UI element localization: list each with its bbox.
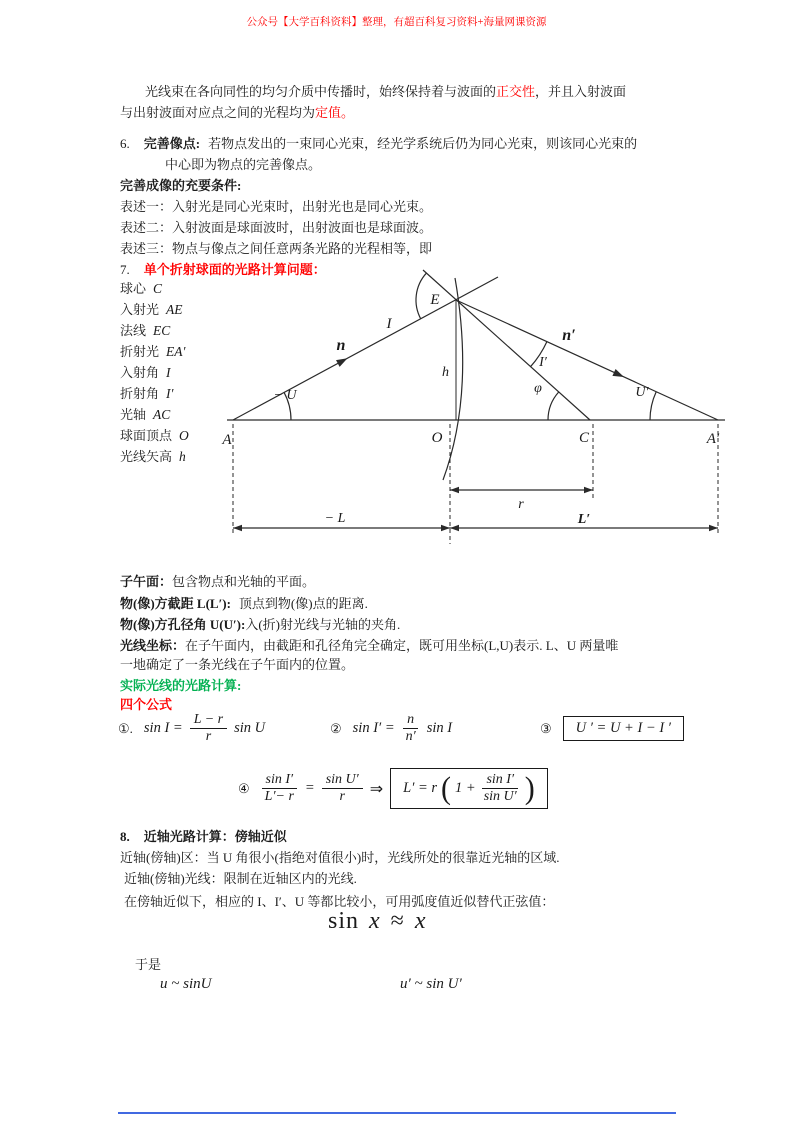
formula-3 bbox=[540, 716, 684, 741]
incident-ray-arrowhead bbox=[336, 355, 349, 367]
fraction-denominator: r bbox=[205, 729, 212, 745]
legend-item-refraction-angle bbox=[120, 386, 173, 403]
refracted-ray bbox=[456, 300, 718, 420]
x-variable: x bbox=[369, 908, 381, 934]
item-6-number: 6. bbox=[120, 136, 130, 151]
item-6-body-2: 中心即为物点的完善像点。 bbox=[165, 157, 322, 172]
formula-2 bbox=[330, 712, 452, 745]
formula-1-rhs: sin U bbox=[234, 720, 266, 737]
x-variable-2: x bbox=[414, 908, 427, 934]
sin-approximation-formula bbox=[328, 908, 437, 935]
formula-2-number: ② bbox=[330, 720, 342, 736]
formula-3-number: ③ bbox=[540, 720, 552, 736]
legend-item-refracted-ray bbox=[120, 344, 185, 361]
dim-r-arrow-right bbox=[584, 487, 593, 493]
label-E: E bbox=[430, 292, 440, 308]
label-U-prime: U′ bbox=[635, 385, 649, 400]
legend-term: 法线 bbox=[120, 323, 147, 338]
label-A-prime: A′ bbox=[706, 431, 720, 447]
fraction-numerator: sin U′ bbox=[322, 772, 363, 789]
normal-line bbox=[423, 270, 590, 420]
legend-symbol: O bbox=[179, 428, 189, 443]
label-minus-L: − L bbox=[324, 511, 346, 526]
label-n: n bbox=[336, 337, 346, 354]
def-text: 顶点到物(像)点的距离. bbox=[238, 596, 368, 611]
item-7-number: 7. bbox=[120, 262, 130, 277]
label-A: A bbox=[222, 432, 232, 448]
def-text: 在子午面内，由截距和孔径角完全确定，既可用坐标(L,U)表示. L、U 两量唯 bbox=[185, 638, 619, 653]
legend-symbol: h bbox=[179, 449, 186, 464]
fraction-numerator: sin I′ bbox=[262, 772, 298, 789]
formula-3-body: U ′ = U + I − I ′ bbox=[575, 720, 671, 736]
item-7-title: 单个折射球面的光路计算问题： bbox=[143, 262, 326, 277]
legend-term: 折射光 bbox=[120, 344, 160, 359]
formula-3-box bbox=[563, 716, 684, 741]
fraction-denominator: sin U′ bbox=[483, 789, 517, 805]
fraction-denominator: n′ bbox=[405, 729, 416, 745]
formula-1-fraction bbox=[190, 712, 227, 745]
paraxial-ray-def: 近轴(傍轴)光线：限制在近轴区内的光线. bbox=[124, 871, 357, 886]
condition-statement-3: 表述三：物点与像点之间任意两条光路的光程相等，即 bbox=[120, 241, 433, 256]
label-n-prime: n′ bbox=[562, 327, 576, 344]
condition-statement-2: 表述二：入射波面是球面波时，出射波面也是球面波。 bbox=[120, 220, 433, 235]
refracted-ray-arrowhead bbox=[612, 369, 625, 380]
def-text: 包含物点和光轴的平面。 bbox=[172, 574, 316, 589]
intro-text-2: 与出射波面对应点之间的光程均为 bbox=[120, 105, 316, 120]
def-term: 光线坐标： bbox=[120, 638, 186, 653]
approx-symbol: ≈ bbox=[390, 908, 405, 934]
angle-Uprime-arc bbox=[650, 392, 656, 420]
legend-item-normal bbox=[120, 323, 170, 340]
legend-term: 球面顶点 bbox=[120, 428, 173, 443]
def-intercept bbox=[120, 596, 368, 612]
legend-term: 入射角 bbox=[120, 365, 160, 380]
condition-statement-1: 表述一：入射光是同心光束时，出射光也是同心光束。 bbox=[120, 199, 433, 214]
item-6-title: 完善像点: bbox=[143, 136, 201, 151]
fraction-numerator: sin I′ bbox=[482, 772, 518, 789]
label-O: O bbox=[431, 430, 443, 446]
u-sim-formula: u ~ sinU bbox=[160, 976, 212, 992]
intro-highlight-orthogonality: 正交性 bbox=[496, 84, 536, 99]
label-L-prime: L′ bbox=[577, 512, 591, 527]
legend-symbol: AC bbox=[153, 407, 171, 422]
formula-2-lhs: sin I′ = bbox=[352, 720, 395, 737]
paraxial-approx-note: 在傍轴近似下，相应的 I、I′、U 等都比较小，可用弧度值近似替代正弦值： bbox=[124, 894, 555, 909]
fraction-denominator: L′− r bbox=[264, 789, 294, 805]
legend-symbol: C bbox=[153, 281, 163, 296]
def-aperture-angle bbox=[120, 617, 400, 633]
dim-minusL-arrow-left bbox=[233, 525, 242, 531]
legend-term: 光轴 bbox=[120, 407, 147, 422]
item-8 bbox=[120, 829, 287, 845]
def-ray-coordinates bbox=[120, 638, 618, 654]
four-formulas-title: 四个公式 bbox=[120, 697, 173, 712]
formula-4-box bbox=[390, 768, 548, 809]
fraction-numerator: L − r bbox=[190, 712, 227, 729]
legend-item-vertex bbox=[120, 428, 189, 445]
intro-line-1 bbox=[145, 84, 626, 100]
legend-item-incident-angle bbox=[120, 365, 171, 382]
legend-symbol: I bbox=[166, 365, 171, 380]
legend-term: 折射角 bbox=[120, 386, 160, 401]
sin-word: sin bbox=[328, 908, 360, 934]
label-phi: φ bbox=[534, 381, 542, 396]
def-term: 物(像)方孔径角 U(U′): bbox=[120, 617, 246, 632]
formula-4-number: ④ bbox=[238, 780, 250, 796]
intro-text: 光线束在各向同性的均匀介质中传播时，始终保持着与波面的 bbox=[145, 84, 497, 99]
dim-minusL-arrow-right bbox=[441, 525, 450, 531]
paraxial-zone-def: 近轴(傍轴)区：当 U 角很小(指绝对值很小)时，光线所处的很靠近光轴的区域. bbox=[120, 850, 560, 865]
u-prime-sim-formula: u′ ~ sin U′ bbox=[400, 976, 462, 992]
open-paren: ( bbox=[441, 771, 452, 806]
close-paren: ) bbox=[524, 771, 535, 806]
legend-symbol: EC bbox=[153, 323, 171, 338]
actual-ray-calc-title: 实际光线的光路计算: bbox=[120, 678, 242, 693]
legend-symbol: EA′ bbox=[166, 344, 186, 359]
fraction-denominator: r bbox=[339, 789, 345, 805]
implies-arrow: ⇒ bbox=[369, 780, 384, 798]
dim-r-arrow-left bbox=[450, 487, 459, 493]
legend-item-incident-ray bbox=[120, 302, 183, 319]
formula-4-fraction-3 bbox=[480, 772, 521, 805]
item-6 bbox=[120, 136, 637, 152]
item-6-body: 若物点发出的一束同心光束，经光学系统后仍为同心光束，则该同心光束的 bbox=[208, 136, 638, 151]
legend-symbol: AE bbox=[166, 302, 183, 317]
fraction-numerator: n bbox=[403, 712, 418, 729]
label-r: r bbox=[518, 497, 524, 512]
then-label: 于是 bbox=[135, 957, 162, 972]
item-8-title: 近轴光路计算：傍轴近似 bbox=[143, 829, 287, 844]
label-h: h bbox=[442, 365, 449, 380]
legend-symbol: I′ bbox=[166, 386, 174, 401]
def-term: 子午面： bbox=[120, 574, 173, 589]
watermark-header: 公众号【大学百科资料】整理，有超百科复习资料+海量网课资源 bbox=[246, 17, 547, 28]
legend-term: 球心 bbox=[120, 281, 147, 296]
angle-phi-arc bbox=[548, 392, 559, 420]
conditions-title: 完善成像的充要条件: bbox=[120, 178, 242, 193]
formula-2-rhs: sin I bbox=[426, 720, 453, 737]
formula-1 bbox=[118, 712, 265, 745]
formula-2-fraction bbox=[402, 712, 420, 745]
intro-text-cont: ，并且入射波面 bbox=[535, 84, 627, 99]
intro-line-2 bbox=[120, 105, 354, 121]
formula-4-box-one-plus: 1 + bbox=[455, 780, 476, 797]
legend-item-center bbox=[120, 281, 162, 298]
legend-term: 入射光 bbox=[120, 302, 160, 317]
legend-item-sagitta bbox=[120, 449, 186, 466]
dim-Lprime-arrow-right bbox=[709, 525, 718, 531]
label-C: C bbox=[578, 430, 590, 446]
angle-I-arc bbox=[416, 273, 426, 319]
formula-4-fraction-2 bbox=[322, 772, 363, 805]
formula-1-lhs: sin I = bbox=[143, 720, 183, 737]
def-meridian-plane bbox=[120, 574, 315, 590]
def-ray-coordinates-cont: 一地确定了一条光线在子午面内的位置。 bbox=[120, 657, 355, 672]
legend-term: 光线矢高 bbox=[120, 449, 173, 464]
def-term: 物(像)方截距 L(L′): bbox=[120, 596, 231, 611]
formula-4-fraction-1 bbox=[261, 772, 298, 805]
def-text: 入(折)射光线与光轴的夹角. bbox=[245, 617, 401, 632]
label-I-prime: I′ bbox=[539, 355, 547, 370]
label-minus-U: − U bbox=[273, 388, 297, 403]
legend-item-optical-axis bbox=[120, 407, 170, 424]
equals-sign: = bbox=[304, 780, 315, 797]
refraction-diagram bbox=[205, 258, 740, 570]
page-bottom-border bbox=[118, 1112, 676, 1114]
label-I: I bbox=[386, 316, 392, 332]
dim-Lprime-arrow-left bbox=[450, 525, 459, 531]
formula-1-number: ①. bbox=[118, 720, 133, 736]
item-8-number: 8. bbox=[120, 829, 130, 844]
intro-highlight-constant: 定值。 bbox=[315, 105, 355, 120]
formula-4 bbox=[238, 768, 548, 809]
formula-4-box-lhs: L′ = r bbox=[403, 780, 438, 797]
